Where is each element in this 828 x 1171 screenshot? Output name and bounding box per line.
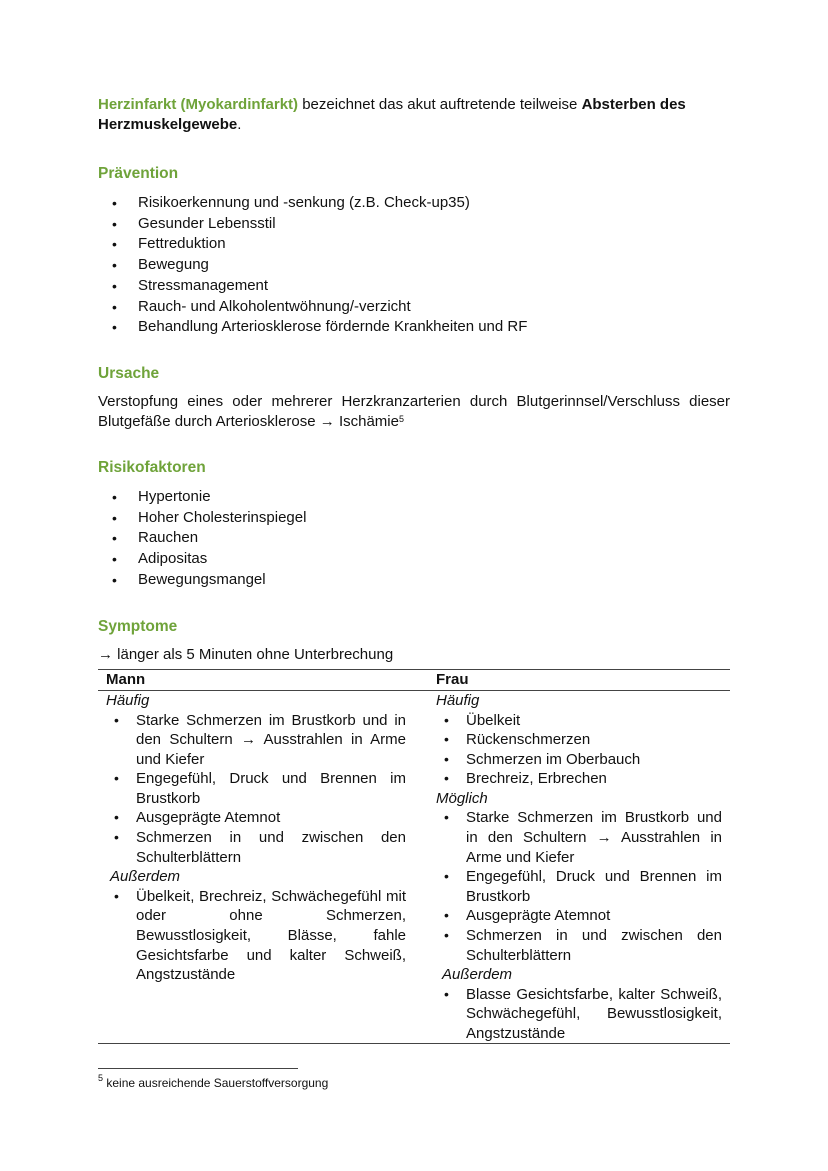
column-header-frau: Frau — [414, 670, 730, 691]
label-haeufig: Häufig — [436, 692, 480, 709]
list-item: • Risikoerkennung und -senkung (z.B. Check-up35) — [98, 193, 730, 214]
list-item: • Rauch- und Alkoholentwöhnung/-verzicht — [98, 297, 730, 318]
list-item: • Brechreiz, Erbrechen — [436, 769, 730, 789]
label-haeufig: Häufig — [106, 692, 150, 709]
list-item: • Rückenschmerzen — [436, 730, 730, 750]
list-item: • Engegefühl, Druck und Brennen im Brustkorb — [436, 867, 730, 906]
footnote — [98, 1073, 329, 1090]
column-header-mann: Mann — [98, 670, 414, 691]
list-item: • Übelkeit, Brechreiz, Schwächegefühl mit oder ohne Schmerzen, Bewusstlosigkeit, Blässe, fahle Gesichtsfarbe und kalter Schweiß, Angstzustände — [106, 887, 414, 985]
list-item: • Engegefühl, Druck und Brennen im Brustkorb — [106, 769, 414, 808]
heading-praevention: Prävention — [98, 165, 179, 182]
label-ausserdem: Außerdem — [442, 966, 513, 984]
list-item: • Schmerzen in und zwischen den Schulterblättern — [106, 828, 414, 867]
list-item: • Blasse Gesichtsfarbe, kalter Schweiß, Schwächegefühl, Bewusstlosigkeit, Angstzustände — [436, 985, 730, 1044]
heading-symptome: Symptome — [98, 618, 178, 635]
section-risikofaktoren — [98, 459, 730, 591]
intro-term: Herzinfarkt (Myokardinfarkt) — [98, 96, 299, 113]
ursache-body: Verstopfung eines oder mehrerer Herzkranzarterien durch Blutgerinnsel/Verschluss dieser Blutgefäße durch Arteriosklerose → Ischämie — [98, 393, 730, 430]
intro-bold: Absterben des Herzmuskelgewebe — [98, 96, 686, 133]
cell-frau — [414, 691, 730, 1044]
symptome-note: → länger als 5 Minuten ohne Unterbrechung — [98, 646, 394, 663]
ursache-text — [98, 392, 730, 432]
list-item: • Gesunder Lebensstil — [98, 214, 730, 235]
list-item: • Behandlung Arteriosklerose fördernde Krankheiten und RF — [98, 317, 730, 338]
list-item: • Fettreduktion — [98, 234, 730, 255]
list-item: • Adipositas — [98, 549, 730, 570]
list-item: • Starke Schmerzen im Brustkorb und in den Schultern → Ausstrahlen in Arme und Kiefer — [106, 711, 414, 770]
list-item: • Bewegungsmangel — [98, 570, 730, 591]
footnote-divider — [98, 1068, 298, 1069]
symptome-table — [98, 669, 730, 1044]
list-item: • Schmerzen in und zwischen den Schulterblättern — [436, 926, 730, 965]
intro-text: bezeichnet das akut auftretende teilweise — [298, 96, 582, 113]
list-item: • Rauchen — [98, 528, 730, 549]
list-item: • Ausgeprägte Atemnot — [436, 906, 730, 926]
heading-ursache: Ursache — [98, 365, 160, 382]
label-moeglich: Möglich — [436, 789, 488, 807]
frau-ausserdem-list — [436, 985, 730, 1044]
list-item: • Ausgeprägte Atemnot — [106, 808, 414, 828]
intro-paragraph — [98, 95, 730, 135]
intro-end: . — [237, 116, 242, 133]
praevention-list — [98, 193, 730, 338]
mann-haeufig-list — [106, 711, 414, 868]
list-item: • Starke Schmerzen im Brustkorb und in den Schultern → Ausstrahlen in Arme und Kiefer — [436, 808, 730, 867]
section-symptome — [98, 618, 730, 1044]
list-item: • Stressmanagement — [98, 276, 730, 297]
section-praevention — [98, 165, 730, 338]
list-item: • Bewegung — [98, 255, 730, 276]
cell-mann — [98, 691, 414, 1044]
list-item: • Übelkeit — [436, 711, 730, 731]
frau-moeglich-list — [436, 808, 730, 965]
heading-risikofaktoren: Risikofaktoren — [98, 459, 206, 476]
footnote-number: 5 — [98, 1073, 104, 1083]
risikofaktoren-list — [98, 487, 730, 591]
list-item: • Schmerzen im Oberbauch — [436, 750, 730, 770]
list-item: • Hoher Cholesterinspiegel — [98, 508, 730, 529]
footnote-text: keine ausreichende Sauerstoffversorgung — [103, 1076, 329, 1090]
list-item: • Hypertonie — [98, 487, 730, 508]
footnote-ref: 5 — [398, 414, 404, 424]
section-ursache — [98, 365, 730, 432]
label-ausserdem: Außerdem — [110, 868, 181, 886]
frau-haeufig-list — [436, 711, 730, 789]
mann-ausserdem-list — [106, 887, 414, 985]
